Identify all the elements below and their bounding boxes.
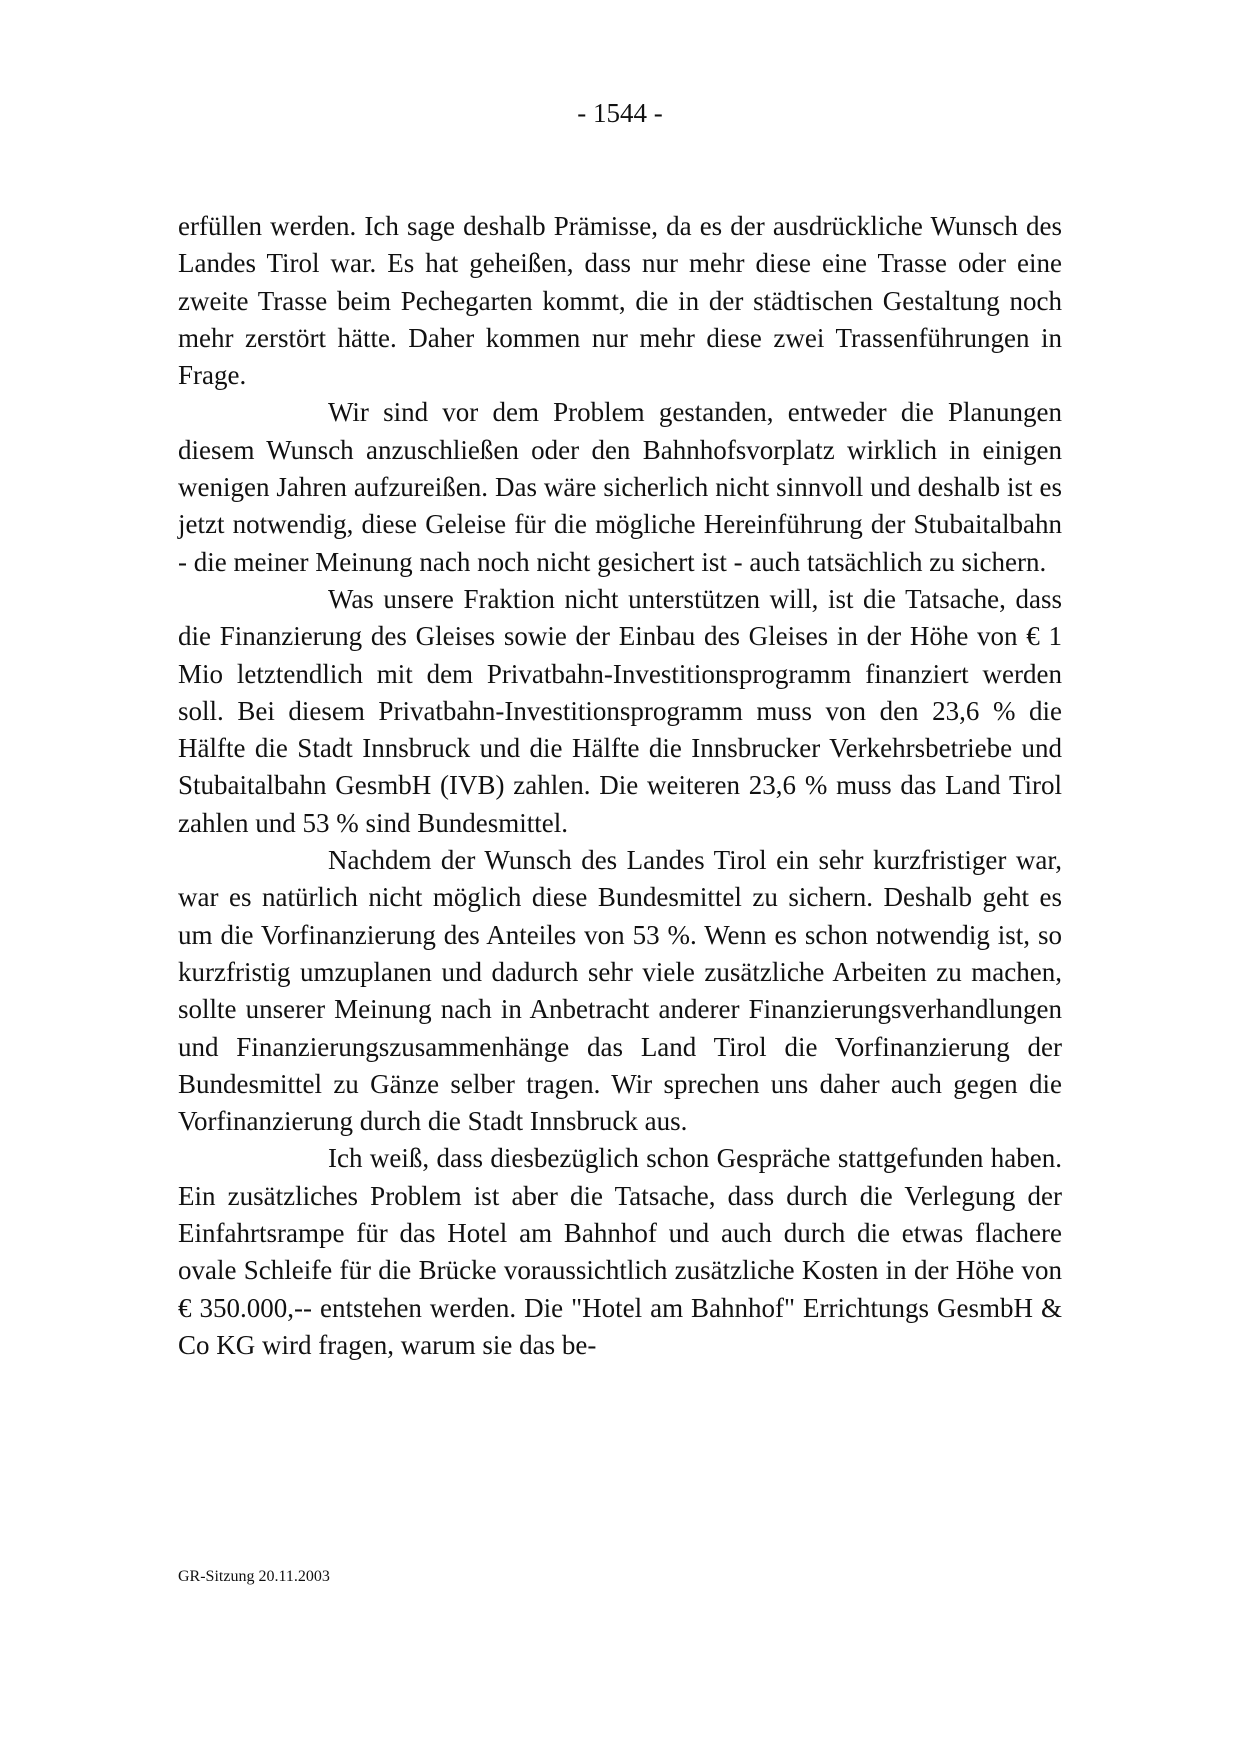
paragraph-3: Was unsere Fraktion nicht unterstützen will, ist die Tatsache, dass die Finanzierung des Gleises sowie der Einbau des Gleises in der Höhe von € 1 Mio letztendlich mit dem Privatbahn-Investitionsprogramm finanziert werden soll. Bei diesem Privatbahn-Investitionsprogramm muss von den 23,6 % die Hälfte die Stadt Innsbruck und die Hälfte die Innsbrucker Verkehrsbetriebe und Stubaitalbahn GesmbH (IVB) zahlen. Die weiteren 23,6 % muss das Land Tirol zahlen und 53 % sind Bundesmittel. (178, 583, 1062, 838)
paragraph-4: Nachdem der Wunsch des Landes Tirol ein sehr kurzfristiger war, war es natürlich nicht möglich diese Bundesmittel zu sichern. Deshalb geht es um die Vorfinanzierung des Anteiles von 53 %. Wenn es schon notwendig ist, so kurzfristig umzuplanen und dadurch sehr viele zusätzliche Arbeiten zu machen, sollte unserer Meinung nach in Anbetracht anderer Finanzierungsverhandlungen und Finanzierungszusammenhänge das Land Tirol die Vorfinanzierung der Bundesmittel zu Gänze selber tragen. Wir sprechen uns daher auch gegen die Vorfinanzierung durch die Stadt Innsbruck aus. (178, 845, 1062, 1137)
paragraph-5: Ich weiß, dass diesbezüglich schon Gespräche stattgefunden haben. Ein zusätzliches Problem ist aber die Tatsache, dass durch die Verlegung der Einfahrtsrampe für das Hotel am Bahnhof und auch durch die etwas flachere ovale Schleife für die Brücke voraussichtlich zusätzliche Kosten in der Höhe von € 350.000,-- entstehen werden. Die "Hotel am Bahnhof" Errichtungs GesmbH & Co KG wird fragen, warum sie das be- (178, 1143, 1062, 1360)
body-text (178, 208, 1062, 1364)
paragraph-2: Wir sind vor dem Problem gestanden, entweder die Planungen diesem Wunsch anzuschließen oder den Bahnhofsvorplatz wirklich in einigen wenigen Jahren aufzureißen. Das wäre sicherlich nicht sinnvoll und deshalb ist es jetzt notwendig, diese Geleise für die mögliche Hereinführung der Stubaitalbahn - die meiner Meinung nach noch nicht gesichert ist - auch tatsächlich zu sichern. (178, 397, 1062, 577)
page-number: - 1544 - (577, 98, 663, 128)
footer-session-date: GR-Sitzung 20.11.2003 (178, 1568, 330, 1585)
paragraph-1: erfüllen werden. Ich sage deshalb Prämisse, da es der ausdrückliche Wunsch des Landes Tirol war. Es hat geheißen, dass nur mehr diese eine Trasse oder eine zweite Trasse beim Pechegarten kommt, die in der städtischen Gestaltung noch mehr zerstört hätte. Daher kommen nur mehr diese zwei Trassenführungen in Frage. (178, 211, 1062, 391)
